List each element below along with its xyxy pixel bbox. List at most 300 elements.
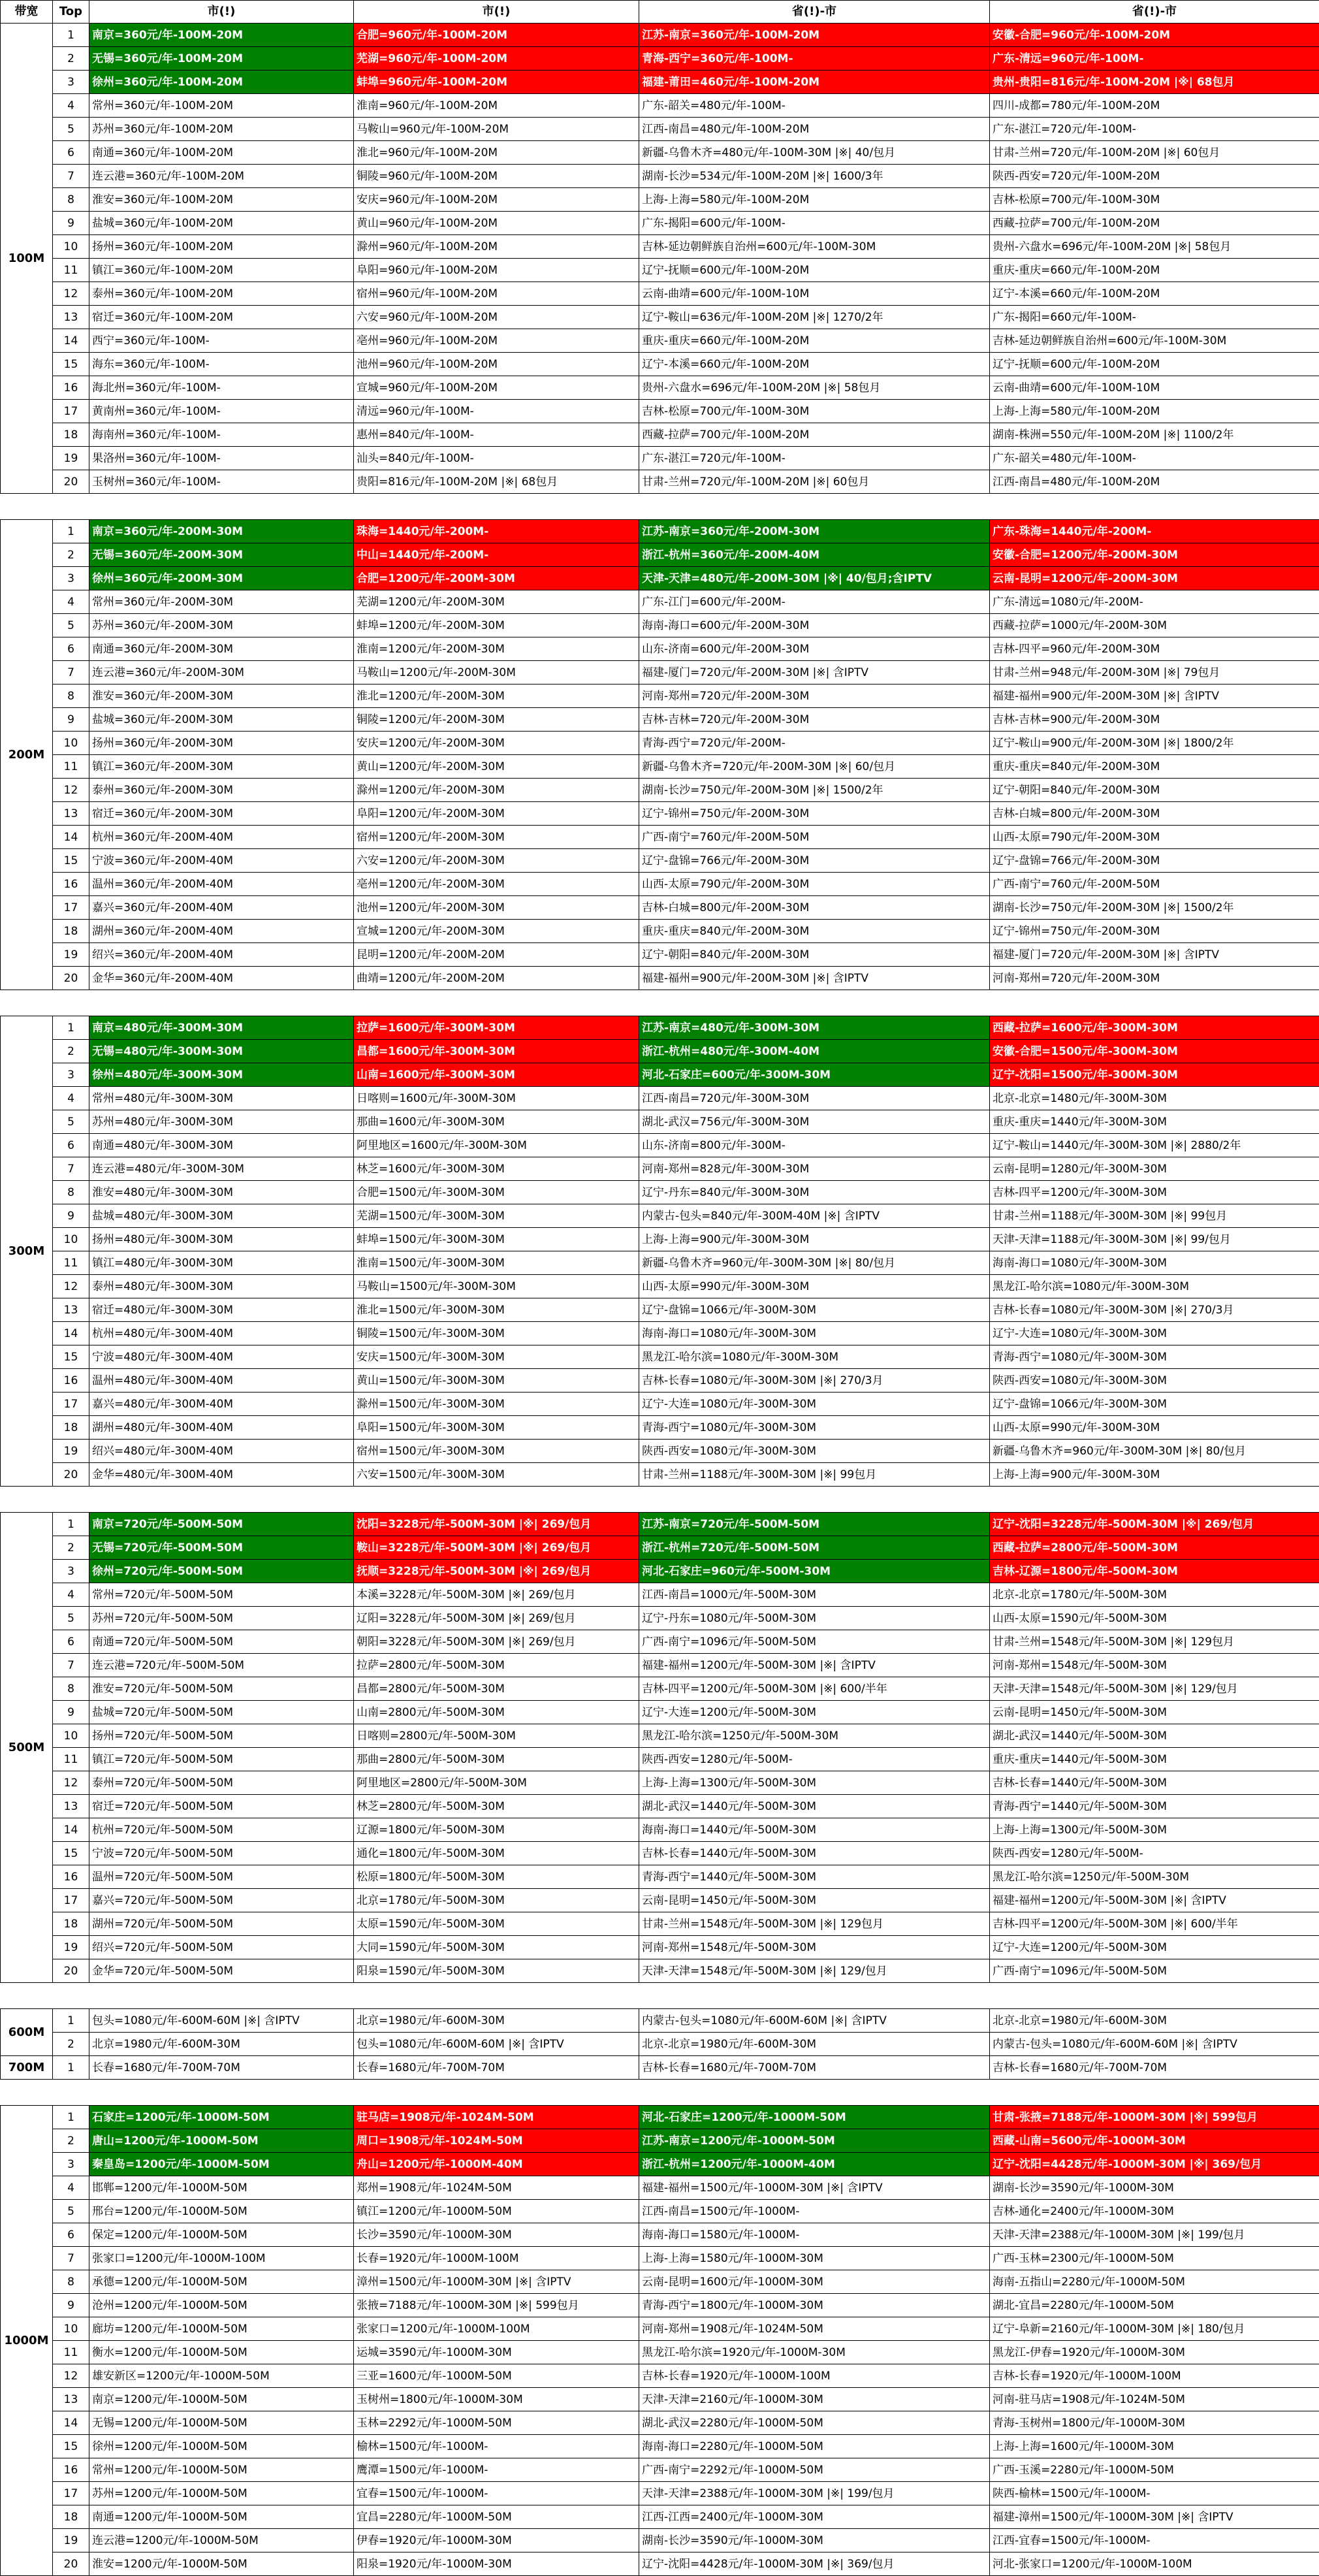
price-cell: 亳州=1200元/年-200M-30M (354, 873, 639, 896)
table-row (1, 2458, 1319, 2482)
price-cell: 云南-昆明=1600元/年-1000M-30M (639, 2270, 990, 2294)
price-cell: 甘肃-兰州=720元/年-100M-20M |※| 60包月 (639, 470, 990, 494)
price-cell: 黄山=1500元/年-300M-30M (354, 1369, 639, 1393)
price-cell: 辽宁-大连=1080元/年-300M-30M (639, 1393, 990, 1416)
price-cell: 青海-西宁=1440元/年-500M-30M (990, 1795, 1319, 1818)
price-cell: 陕西-西安=1280元/年-500M- (990, 1842, 1319, 1865)
rank-cell: 2 (53, 543, 89, 567)
price-cell: 重庆-重庆=840元/年-200M-30M (639, 920, 990, 943)
price-cell: 辽宁-沈阳=4428元/年-1000M-30M |※| 369/包月 (990, 2153, 1319, 2176)
table-row (1, 1181, 1319, 1204)
price-cell: 湖北-武汉=1440元/年-500M-30M (990, 1724, 1319, 1748)
table-row (1, 732, 1319, 755)
price-cell: 绍兴=480元/年-300M-40M (89, 1440, 354, 1463)
table-row (1, 2435, 1319, 2458)
table-row (1, 1912, 1319, 1936)
price-cell: 滁州=1200元/年-200M-30M (354, 779, 639, 802)
rank-cell: 20 (53, 967, 89, 990)
price-cell: 张掖=7188元/年-1000M-30M |※| 599包月 (354, 2294, 639, 2317)
table-row (1, 306, 1319, 329)
table-row (1, 1654, 1319, 1677)
table-row (1, 567, 1319, 590)
table-row (1, 849, 1319, 873)
price-cell: 常州=480元/年-300M-30M (89, 1087, 354, 1110)
price-cell: 榆林=1500元/年-1000M- (354, 2435, 639, 2458)
price-cell: 宣城=1200元/年-200M-30M (354, 920, 639, 943)
price-cell: 北京=1980元/年-600M-30M (89, 2033, 354, 2056)
table-row (1, 470, 1319, 494)
table-row (1, 2129, 1319, 2153)
table-row (1, 1607, 1319, 1630)
price-cell: 陕西-榆林=1500元/年-1000M- (990, 2482, 1319, 2505)
table-row (1, 708, 1319, 732)
price-cell: 曲靖=1200元/年-200M-20M (354, 967, 639, 990)
price-cell: 淮南=1200元/年-200M-30M (354, 637, 639, 661)
table-row (1, 1959, 1319, 1983)
table-row (1, 2341, 1319, 2364)
price-cell: 辽宁-盘锦=1066元/年-300M-30M (639, 1298, 990, 1322)
rank-cell: 1 (53, 1513, 89, 1536)
price-cell: 南京=360元/年-200M-30M (89, 520, 354, 543)
table-row (1, 165, 1319, 188)
price-cell: 江西-宜春=1500元/年-1000M- (990, 2529, 1319, 2552)
price-cell: 河南-郑州=720元/年-200M-30M (990, 967, 1319, 990)
price-cell: 河南-郑州=1548元/年-500M-30M (990, 1654, 1319, 1677)
price-cell: 南通=480元/年-300M-30M (89, 1134, 354, 1157)
price-cell: 新疆-乌鲁木齐=720元/年-200M-30M |※| 60/包月 (639, 755, 990, 779)
rank-cell: 7 (53, 661, 89, 684)
price-cell: 玉树州=1800元/年-1000M-30M (354, 2388, 639, 2411)
price-cell: 昆明=1200元/年-200M-20M (354, 943, 639, 967)
bandwidth-label: 100M (1, 24, 53, 494)
rank-cell: 13 (53, 306, 89, 329)
price-cell: 吉林-松原=700元/年-100M-30M (990, 188, 1319, 212)
price-cell: 徐州=360元/年-100M-20M (89, 71, 354, 94)
price-cell: 马鞍山=1200元/年-200M-30M (354, 661, 639, 684)
price-cell: 北京-北京=1480元/年-300M-30M (990, 1087, 1319, 1110)
price-cell: 阜阳=960元/年-100M-20M (354, 259, 639, 282)
price-cell: 淮北=960元/年-100M-20M (354, 141, 639, 165)
price-cell: 湖南-长沙=3590元/年-1000M-30M (990, 2176, 1319, 2200)
table-row (1, 1416, 1319, 1440)
price-cell: 扬州=720元/年-500M-50M (89, 1724, 354, 1748)
price-cell: 吉林-四平=1200元/年-500M-30M |※| 600/半年 (990, 1912, 1319, 1936)
price-cell: 广东-清远=1080元/年-200M- (990, 590, 1319, 614)
price-cell: 泰州=480元/年-300M-30M (89, 1275, 354, 1298)
price-cell: 南通=360元/年-100M-20M (89, 141, 354, 165)
price-cell: 驻马店=1908元/年-1024M-50M (354, 2106, 639, 2129)
price-cell: 淮安=720元/年-500M-50M (89, 1677, 354, 1701)
price-cell: 辽宁-锦州=750元/年-200M-30M (639, 802, 990, 826)
rank-cell: 9 (53, 708, 89, 732)
price-cell: 广东-湛江=720元/年-100M- (990, 118, 1319, 141)
price-cell: 杭州=480元/年-300M-40M (89, 1322, 354, 1345)
rank-cell: 20 (53, 1463, 89, 1487)
price-cell: 宜昌=2280元/年-1000M-50M (354, 2505, 639, 2529)
price-cell: 镇江=360元/年-100M-20M (89, 259, 354, 282)
rank-cell: 20 (53, 1959, 89, 1983)
price-cell: 镇江=360元/年-200M-30M (89, 755, 354, 779)
price-cell: 北京-北京=1980元/年-600M-30M (990, 2009, 1319, 2033)
price-cell: 阜阳=1500元/年-300M-30M (354, 1416, 639, 1440)
rank-cell: 12 (53, 779, 89, 802)
price-cell: 宣城=960元/年-100M-20M (354, 376, 639, 400)
price-cell: 海南-海口=1080元/年-300M-30M (990, 1251, 1319, 1275)
price-cell: 辽宁-抚顺=600元/年-100M-20M (990, 353, 1319, 376)
price-cell: 海东=360元/年-100M- (89, 353, 354, 376)
price-cell: 广东-江门=600元/年-200M- (639, 590, 990, 614)
price-cell: 浙江-杭州=480元/年-300M-40M (639, 1040, 990, 1063)
table-row (1, 967, 1319, 990)
price-cell: 吉林-长春=1680元/年-700M-70M (639, 2056, 990, 2080)
rank-cell: 2 (53, 1536, 89, 1560)
rank-cell: 12 (53, 2364, 89, 2388)
price-cell: 上海-上海=1580元/年-1000M-30M (639, 2247, 990, 2270)
price-cell: 镇江=1200元/年-1000M-50M (354, 2200, 639, 2223)
price-cell: 广西-玉溪=2280元/年-1000M-50M (990, 2458, 1319, 2482)
table-row (1, 188, 1319, 212)
table-row (1, 1583, 1319, 1607)
rank-cell: 10 (53, 732, 89, 755)
table-row (1, 2364, 1319, 2388)
rank-cell: 16 (53, 873, 89, 896)
price-cell: 伊春=1920元/年-1000M-30M (354, 2529, 639, 2552)
gap-cell (1, 1983, 1319, 2009)
price-cell: 安徽-合肥=960元/年-100M-20M (990, 24, 1319, 47)
rank-cell: 10 (53, 235, 89, 259)
price-cell: 包头=1080元/年-600M-60M |※| 含IPTV (89, 2009, 354, 2033)
price-cell: 连云港=720元/年-500M-50M (89, 1654, 354, 1677)
price-cell: 廊坊=1200元/年-1000M-50M (89, 2317, 354, 2341)
rank-cell: 16 (53, 2458, 89, 2482)
price-cell: 淮安=480元/年-300M-30M (89, 1181, 354, 1204)
price-cell: 温州=360元/年-200M-40M (89, 873, 354, 896)
price-cell: 辽宁-大连=1200元/年-500M-30M (639, 1701, 990, 1724)
price-cell: 广东-清远=960元/年-100M- (990, 47, 1319, 71)
price-cell: 山西-太原=990元/年-300M-30M (639, 1275, 990, 1298)
table-row (1, 2200, 1319, 2223)
price-cell: 江西-南昌=1500元/年-1000M- (639, 2200, 990, 2223)
table-row (1, 2411, 1319, 2435)
rank-cell: 3 (53, 71, 89, 94)
table-row (1, 1560, 1319, 1583)
table-row (1, 1369, 1319, 1393)
price-cell: 宁波=480元/年-300M-40M (89, 1345, 354, 1369)
price-cell: 云南-曲靖=600元/年-100M-10M (639, 282, 990, 306)
header-province-city-a: 省(!)-市 (639, 1, 990, 24)
rank-cell: 19 (53, 1440, 89, 1463)
price-cell: 吉林-延边朝鲜族自治州=600元/年-100M-30M (990, 329, 1319, 353)
price-cell: 惠州=840元/年-100M- (354, 423, 639, 447)
price-cell: 蚌埠=960元/年-100M-20M (354, 71, 639, 94)
table-row (1, 353, 1319, 376)
price-cell: 天津-天津=480元/年-200M-30M |※| 40/包月;含IPTV (639, 567, 990, 590)
rank-cell: 14 (53, 1818, 89, 1842)
rank-cell: 5 (53, 118, 89, 141)
price-cell: 淮北=1500元/年-300M-30M (354, 1298, 639, 1322)
rank-cell: 6 (53, 1134, 89, 1157)
price-cell: 辽宁-大连=1200元/年-500M-30M (990, 1936, 1319, 1959)
price-cell: 金华=720元/年-500M-50M (89, 1959, 354, 1983)
section-gap (1, 2080, 1319, 2106)
price-cell: 林芝=2800元/年-500M-30M (354, 1795, 639, 1818)
price-cell: 舟山=1200元/年-1000M-40M (354, 2153, 639, 2176)
price-cell: 包头=1080元/年-600M-60M |※| 含IPTV (354, 2033, 639, 2056)
price-cell: 湖南-长沙=534元/年-100M-20M |※| 1600/3年 (639, 165, 990, 188)
price-cell: 云南-昆明=1200元/年-200M-30M (990, 567, 1319, 590)
price-cell: 承德=1200元/年-1000M-50M (89, 2270, 354, 2294)
price-cell: 河南-驻马店=1908元/年-1024M-50M (990, 2388, 1319, 2411)
price-cell: 吉林-长春=1920元/年-1000M-100M (990, 2364, 1319, 2388)
price-cell: 徐州=360元/年-200M-30M (89, 567, 354, 590)
price-cell: 长春=1920元/年-1000M-100M (354, 2247, 639, 2270)
bandwidth-label: 1000M (1, 2106, 53, 2576)
rank-cell: 1 (53, 2056, 89, 2080)
table-row (1, 1157, 1319, 1181)
price-cell: 泰州=360元/年-200M-30M (89, 779, 354, 802)
price-cell: 湖北-宜昌=2280元/年-1000M-50M (990, 2294, 1319, 2317)
price-cell: 上海-上海=900元/年-300M-30M (639, 1228, 990, 1251)
table-row (1, 1513, 1319, 1536)
rank-cell: 12 (53, 1275, 89, 1298)
price-cell: 长沙=3590元/年-1000M-30M (354, 2223, 639, 2247)
price-cell: 盐城=360元/年-100M-20M (89, 212, 354, 235)
price-cell: 宿迁=360元/年-200M-30M (89, 802, 354, 826)
price-cell: 芜湖=1200元/年-200M-30M (354, 590, 639, 614)
price-cell: 宿州=1200元/年-200M-30M (354, 826, 639, 849)
price-cell: 云南-曲靖=600元/年-100M-10M (990, 376, 1319, 400)
price-cell: 嘉兴=480元/年-300M-40M (89, 1393, 354, 1416)
price-cell: 盐城=480元/年-300M-30M (89, 1204, 354, 1228)
header-top: Top (53, 1, 89, 24)
rank-cell: 9 (53, 212, 89, 235)
price-cell: 宿州=960元/年-100M-20M (354, 282, 639, 306)
table-row (1, 2176, 1319, 2200)
price-cell: 吉林-四平=960元/年-200M-30M (990, 637, 1319, 661)
rank-cell: 1 (53, 1016, 89, 1040)
price-cell: 陕西-西安=1080元/年-300M-30M (639, 1440, 990, 1463)
price-cell: 安徽-合肥=1200元/年-200M-30M (990, 543, 1319, 567)
table-row (1, 1818, 1319, 1842)
bandwidth-label: 700M (1, 2056, 53, 2080)
price-cell: 拉萨=2800元/年-500M-30M (354, 1654, 639, 1677)
header-province-city-b: 省(!)-市 (990, 1, 1319, 24)
rank-cell: 17 (53, 896, 89, 920)
price-cell: 吉林-长春=1920元/年-1000M-100M (639, 2364, 990, 2388)
section-gap (1, 990, 1319, 1016)
price-cell: 吉林-通化=2400元/年-1000M-30M (990, 2200, 1319, 2223)
price-cell: 嘉兴=360元/年-200M-40M (89, 896, 354, 920)
bandwidth-label: 300M (1, 1016, 53, 1487)
table-row (1, 2294, 1319, 2317)
price-cell: 拉萨=1600元/年-300M-30M (354, 1016, 639, 1040)
table-row (1, 755, 1319, 779)
price-cell: 黑龙江-哈尔滨=1250元/年-500M-30M (990, 1865, 1319, 1889)
price-cell: 广西-南宁=760元/年-200M-50M (639, 826, 990, 849)
price-cell: 抚顺=3228元/年-500M-30M |※| 269/包月 (354, 1560, 639, 1583)
rank-cell: 19 (53, 447, 89, 470)
rank-cell: 14 (53, 826, 89, 849)
rank-cell: 14 (53, 1322, 89, 1345)
rank-cell: 9 (53, 1701, 89, 1724)
price-cell: 新疆-乌鲁木齐=960元/年-300M-30M |※| 80/包月 (990, 1440, 1319, 1463)
table-row (1, 94, 1319, 118)
price-cell: 湖南-株洲=550元/年-100M-20M |※| 1100/2年 (990, 423, 1319, 447)
price-cell: 阿里地区=2800元/年-500M-30M (354, 1771, 639, 1795)
rank-cell: 5 (53, 1607, 89, 1630)
price-cell: 甘肃-兰州=948元/年-200M-30M |※| 79包月 (990, 661, 1319, 684)
price-cell: 上海-上海=1600元/年-1000M-30M (990, 2435, 1319, 2458)
price-cell: 长春=1680元/年-700M-70M (89, 2056, 354, 2080)
price-cell: 张家口=1200元/年-1000M-100M (89, 2247, 354, 2270)
price-cell: 甘肃-兰州=1548元/年-500M-30M |※| 129包月 (990, 1630, 1319, 1654)
price-cell: 辽宁-大连=1080元/年-300M-30M (990, 1322, 1319, 1345)
price-cell: 吉林-辽源=1800元/年-500M-30M (990, 1560, 1319, 1583)
table-row (1, 637, 1319, 661)
price-cell: 上海-上海=1300元/年-500M-30M (639, 1771, 990, 1795)
header-city-a: 市(!) (89, 1, 354, 24)
price-cell: 河北-石家庄=1200元/年-1000M-50M (639, 2106, 990, 2129)
price-cell: 合肥=1500元/年-300M-30M (354, 1181, 639, 1204)
gap-cell (1, 2080, 1319, 2106)
price-cell: 镇江=720元/年-500M-50M (89, 1748, 354, 1771)
price-cell: 芜湖=1500元/年-300M-30M (354, 1204, 639, 1228)
rank-cell: 14 (53, 2411, 89, 2435)
price-cell: 淮南=960元/年-100M-20M (354, 94, 639, 118)
price-cell: 宁波=360元/年-200M-40M (89, 849, 354, 873)
table-row (1, 1630, 1319, 1654)
price-cell: 马鞍山=1500元/年-300M-30M (354, 1275, 639, 1298)
rank-cell: 4 (53, 1087, 89, 1110)
rank-cell: 8 (53, 684, 89, 708)
table-row (1, 943, 1319, 967)
price-cell: 辽宁-丹东=1080元/年-500M-30M (639, 1607, 990, 1630)
table-row (1, 423, 1319, 447)
price-cell: 通化=1800元/年-500M-30M (354, 1842, 639, 1865)
section-gap (1, 494, 1319, 520)
price-cell: 连云港=480元/年-300M-30M (89, 1157, 354, 1181)
price-cell: 重庆-重庆=660元/年-100M-20M (639, 329, 990, 353)
table-row (1, 802, 1319, 826)
price-cell: 张家口=1200元/年-1000M-100M (354, 2317, 639, 2341)
table-row (1, 24, 1319, 47)
price-cell: 三亚=1600元/年-1000M-50M (354, 2364, 639, 2388)
price-cell: 唐山=1200元/年-1000M-50M (89, 2129, 354, 2153)
table-row (1, 1087, 1319, 1110)
price-cell: 阳泉=1920元/年-1000M-30M (354, 2552, 639, 2576)
gap-cell (1, 494, 1319, 520)
price-cell: 池州=1200元/年-200M-30M (354, 896, 639, 920)
price-cell: 辽宁-沈阳=1500元/年-300M-30M (990, 1063, 1319, 1087)
rank-cell: 14 (53, 329, 89, 353)
rank-cell: 6 (53, 637, 89, 661)
rank-cell: 15 (53, 1842, 89, 1865)
price-cell: 吉林-长春=1080元/年-300M-30M |※| 270/3月 (990, 1298, 1319, 1322)
rank-cell: 8 (53, 188, 89, 212)
rank-cell: 17 (53, 2482, 89, 2505)
price-cell: 蚌埠=1200元/年-200M-30M (354, 614, 639, 637)
price-cell: 山东-济南=600元/年-200M-30M (639, 637, 990, 661)
table-row (1, 1016, 1319, 1040)
rank-cell: 8 (53, 1677, 89, 1701)
table-row (1, 1228, 1319, 1251)
price-cell: 内蒙古-包头=1080元/年-600M-60M |※| 含IPTV (990, 2033, 1319, 2056)
price-cell: 吉林-长春=1440元/年-500M-30M (990, 1771, 1319, 1795)
rank-cell: 3 (53, 567, 89, 590)
rank-cell: 2 (53, 47, 89, 71)
price-cell: 淮安=360元/年-100M-20M (89, 188, 354, 212)
table-row (1, 1865, 1319, 1889)
rank-cell: 11 (53, 1748, 89, 1771)
table-row (1, 1204, 1319, 1228)
rank-cell: 20 (53, 470, 89, 494)
price-cell: 内蒙古-包头=1080元/年-600M-60M |※| 含IPTV (639, 2009, 990, 2033)
price-cell: 江苏-南京=360元/年-200M-30M (639, 520, 990, 543)
price-cell: 保定=1200元/年-1000M-50M (89, 2223, 354, 2247)
price-cell: 林芝=1600元/年-300M-30M (354, 1157, 639, 1181)
price-cell: 辽宁-朝阳=840元/年-200M-30M (990, 779, 1319, 802)
table-row (1, 1842, 1319, 1865)
price-cell: 宿迁=360元/年-100M-20M (89, 306, 354, 329)
price-cell: 重庆-重庆=1440元/年-300M-30M (990, 1110, 1319, 1134)
price-cell: 山西-太原=790元/年-200M-30M (990, 826, 1319, 849)
price-cell: 湖北-武汉=2280元/年-1000M-50M (639, 2411, 990, 2435)
price-cell: 南通=1200元/年-1000M-50M (89, 2505, 354, 2529)
price-cell: 江西-南昌=480元/年-100M-20M (990, 470, 1319, 494)
price-cell: 内蒙古-包头=840元/年-300M-40M |※| 含IPTV (639, 1204, 990, 1228)
price-cell: 江苏-南京=480元/年-300M-30M (639, 1016, 990, 1040)
price-cell: 嘉兴=720元/年-500M-50M (89, 1889, 354, 1912)
price-cell: 云南-昆明=1450元/年-500M-30M (639, 1889, 990, 1912)
price-cell: 上海-上海=580元/年-100M-20M (990, 400, 1319, 423)
price-cell: 无锡=480元/年-300M-30M (89, 1040, 354, 1063)
price-cell: 苏州=720元/年-500M-50M (89, 1607, 354, 1630)
price-cell: 湖州=360元/年-200M-40M (89, 920, 354, 943)
gap-cell (1, 990, 1319, 1016)
price-cell: 秦皇岛=1200元/年-1000M-50M (89, 2153, 354, 2176)
price-cell: 海南-海口=600元/年-200M-30M (639, 614, 990, 637)
table-row (1, 2153, 1319, 2176)
price-cell: 辽阳=3228元/年-500M-30M |※| 269/包月 (354, 1607, 639, 1630)
price-cell: 黑龙江-哈尔滨=1250元/年-500M-30M (639, 1724, 990, 1748)
rank-cell: 6 (53, 1630, 89, 1654)
price-cell: 辽宁-本溪=660元/年-100M-20M (639, 353, 990, 376)
header-city-b: 市(!) (354, 1, 639, 24)
price-cell: 南京=480元/年-300M-30M (89, 1016, 354, 1040)
price-cell: 辽源=1800元/年-500M-30M (354, 1818, 639, 1842)
price-cell: 宜春=1500元/年-1000M- (354, 2482, 639, 2505)
price-cell: 沧州=1200元/年-1000M-50M (89, 2294, 354, 2317)
price-cell: 山西-太原=990元/年-300M-30M (990, 1416, 1319, 1440)
price-cell: 宿迁=720元/年-500M-50M (89, 1795, 354, 1818)
rank-cell: 9 (53, 1204, 89, 1228)
price-cell: 黄山=960元/年-100M-20M (354, 212, 639, 235)
rank-cell: 19 (53, 1936, 89, 1959)
price-cell: 甘肃-张掖=7188元/年-1000M-30M |※| 599包月 (990, 2106, 1319, 2129)
price-cell: 福建-福州=900元/年-200M-30M |※| 含IPTV (639, 967, 990, 990)
price-cell: 日喀则=2800元/年-500M-30M (354, 1724, 639, 1748)
price-cell: 广东-揭阳=660元/年-100M- (990, 306, 1319, 329)
price-cell: 贵州-六盘水=696元/年-100M-20M |※| 58包月 (639, 376, 990, 400)
price-cell: 西藏-拉萨=1000元/年-200M-30M (990, 614, 1319, 637)
price-cell: 四川-成都=780元/年-100M-20M (990, 94, 1319, 118)
price-cell: 辽宁-盘锦=766元/年-200M-30M (990, 849, 1319, 873)
rank-cell: 4 (53, 590, 89, 614)
section-gap (1, 1487, 1319, 1513)
price-cell: 阿里地区=1600元/年-300M-30M (354, 1134, 639, 1157)
price-cell: 湖州=480元/年-300M-40M (89, 1416, 354, 1440)
section-gap (1, 1983, 1319, 2009)
